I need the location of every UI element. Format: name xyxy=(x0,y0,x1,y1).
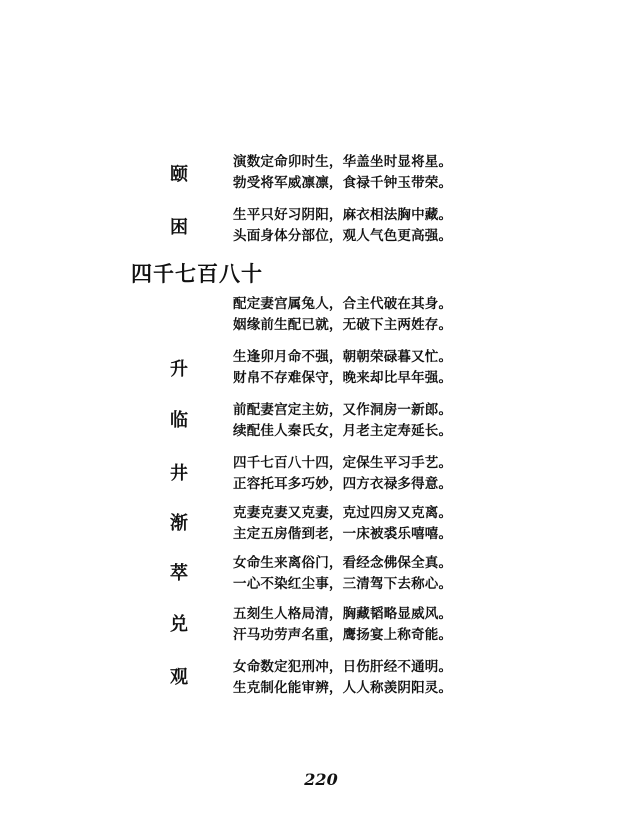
hexagram-name: 兑 xyxy=(170,614,188,635)
verse-entry xyxy=(0,347,640,395)
verse-text xyxy=(233,294,633,336)
verse-line: 姻缘前生配已就，无破下主两姓存。 xyxy=(233,317,453,333)
verse-entry xyxy=(0,152,640,200)
hexagram-name: 井 xyxy=(170,463,188,484)
section-heading: 四千七百八十 xyxy=(131,261,263,286)
verse-line: 头面身体分部位，观人气色更高强。 xyxy=(233,228,453,244)
verse-line: 四千七百八十四，定保生平习手艺。 xyxy=(233,455,453,471)
verse-entry xyxy=(0,400,640,448)
verse-text xyxy=(233,604,633,646)
verse-line: 前配妻宫定主妨，又作洞房一新郎。 xyxy=(233,402,453,418)
verse-text xyxy=(233,347,633,389)
verse-text xyxy=(233,553,633,595)
verse-entry xyxy=(0,294,640,342)
verse-line: 女命数定犯刑冲，日伤肝经不通明。 xyxy=(233,659,453,675)
verse-line: 续配佳人秦氏女，月老主定寿延长。 xyxy=(233,423,453,439)
verse-line: 正容托耳多巧妙，四方衣禄多得意。 xyxy=(233,476,453,492)
verse-entry xyxy=(0,553,640,601)
verse-line: 克妻克妻又克妻，克过四房又克离。 xyxy=(233,505,453,521)
verse-entry xyxy=(0,604,640,652)
hexagram-name: 渐 xyxy=(170,513,188,534)
verse-line: 汗马功劳声名重，鹰扬宴上称奇能。 xyxy=(233,627,453,643)
verse-line: 五刻生人格局清，胸藏韬略显威风。 xyxy=(233,606,453,622)
hexagram-name: 萃 xyxy=(170,563,188,584)
verse-text xyxy=(233,205,633,247)
verse-text xyxy=(233,503,633,545)
verse-line: 主定五房偕到老，一床被裘乐嘻嘻。 xyxy=(233,526,453,542)
verse-entry xyxy=(0,205,640,253)
hexagram-name: 升 xyxy=(170,359,188,380)
verse-line: 配定妻宫属兔人，合主代破在其身。 xyxy=(233,296,453,312)
verse-line: 生克制化能审辨，人人称羡阴阳灵。 xyxy=(233,680,453,696)
hexagram-name: 颐 xyxy=(170,164,188,185)
hexagram-name: 困 xyxy=(170,217,188,238)
verse-line: 财帛不存难保守，晚来却比早年强。 xyxy=(233,370,453,386)
verse-line: 生平只好习阴阳，麻衣相法胸中藏。 xyxy=(233,207,453,223)
verse-line: 生逢卯月命不强，朝朝荣碌暮又忙。 xyxy=(233,349,453,365)
page-number: 220 xyxy=(304,770,338,789)
verse-line: 演数定命卯时生，华盖坐时显将星。 xyxy=(233,154,453,170)
hexagram-name: 临 xyxy=(170,410,188,431)
verse-text xyxy=(233,453,633,495)
verse-text xyxy=(233,400,633,442)
verse-line: 一心不染红尘事，三清驾下去称心。 xyxy=(233,576,453,592)
verse-text xyxy=(233,152,633,194)
verse-line: 女命生来离俗门，看经念佛保全真。 xyxy=(233,555,453,571)
verse-entry xyxy=(0,503,640,551)
verse-text xyxy=(233,657,633,699)
verse-entry xyxy=(0,657,640,705)
verse-entry xyxy=(0,453,640,501)
hexagram-name: 观 xyxy=(170,667,188,688)
verse-line: 勃受将军威凛凛，食禄千钟玉带荣。 xyxy=(233,175,453,191)
